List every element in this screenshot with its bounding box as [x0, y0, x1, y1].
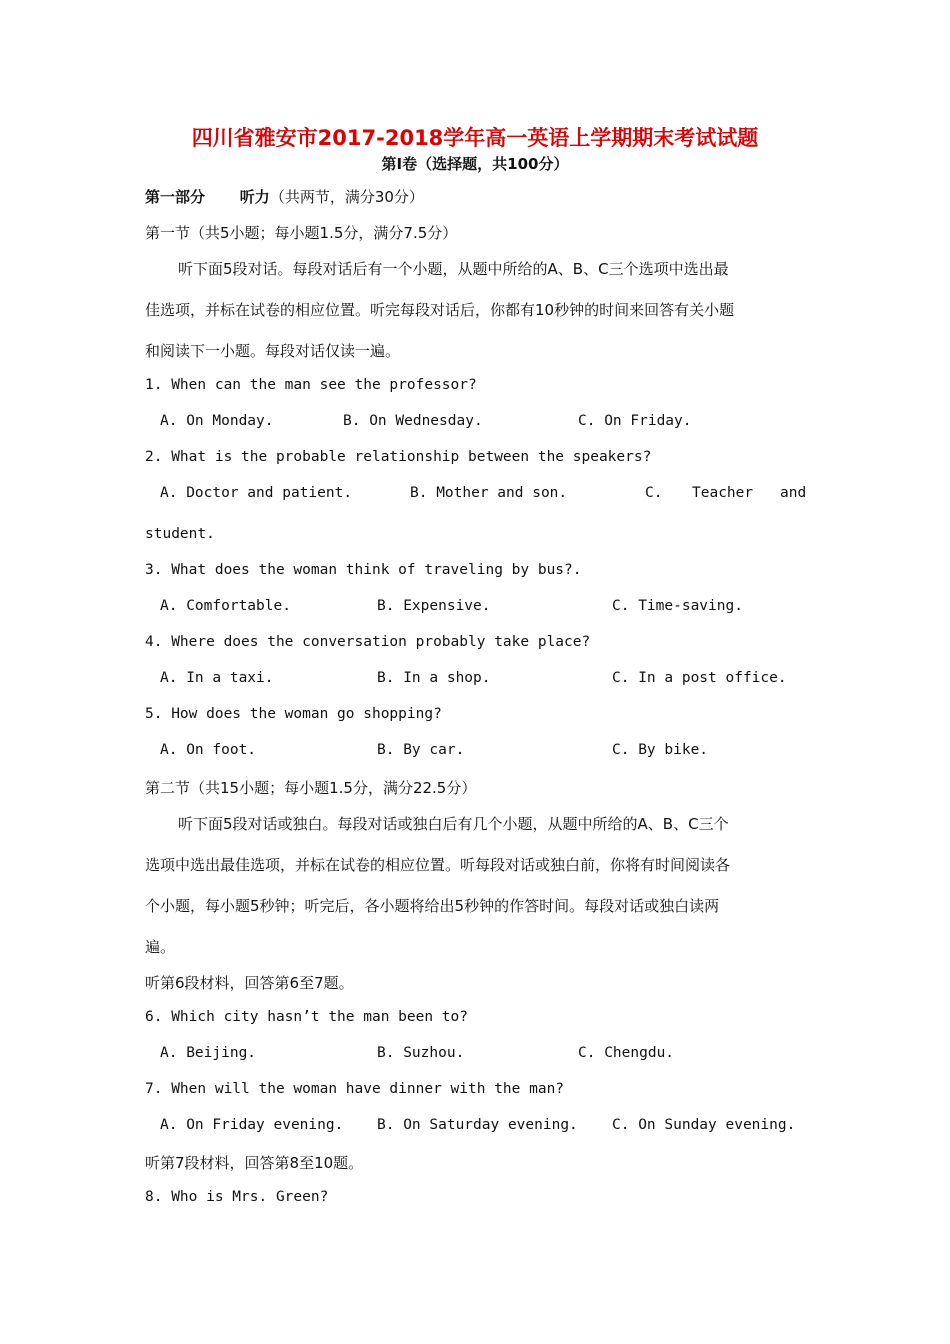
option-c-word: Teacher [692, 485, 754, 501]
option-a: A. In a taxi. [160, 670, 274, 686]
section1-instr-line: 和阅读下一小题。每段对话仅读一遍。 [145, 342, 401, 360]
option-c: C. In a post office. [612, 670, 787, 686]
question-stem: 8. Who is Mrs. Green? [145, 1189, 329, 1205]
option-a: A. On Friday evening. [160, 1117, 344, 1133]
option-c: C. By bike. [612, 742, 709, 758]
option-c: C. On Sunday evening. [612, 1117, 796, 1133]
option-c: C. Chengdu. [578, 1045, 675, 1061]
option-a: A. Beijing. [160, 1045, 257, 1061]
option-c-word: and [780, 485, 807, 501]
part1-note: （共两节，满分30分） [269, 188, 424, 206]
section1-heading: 第一节（共5小题；每小题1.5分，满分7.5分） [145, 224, 458, 242]
option-c: C. Time-saving. [612, 598, 743, 614]
option-c-label: C. [645, 485, 663, 501]
section2-instr-line: 个小题，每小题5秒钟；听完后，各小题将给出5秒钟的作答时间。每段对话或独白读两 [145, 897, 720, 915]
question-stem: 6. Which city hasn’t the man been to? [145, 1009, 469, 1025]
section1-instr-line: 听下面5段对话。每段对话后有一个小题，从题中所给的A、B、C三个选项中选出最 [178, 260, 729, 278]
option-a: A. Doctor and patient. [160, 485, 353, 501]
question-stem: 2. What is the probable relationship between the speakers? [145, 449, 652, 465]
option-b: B. Expensive. [377, 598, 491, 614]
material-heading: 听第7段材料，回答第8至10题。 [145, 1154, 364, 1172]
page-subtitle: 第I卷（选择题，共100分） [381, 155, 569, 173]
part1-heading-line [145, 186, 424, 207]
page-title: 四川省雅安市2017-2018学年高一英语上学期期末考试试题 [191, 126, 759, 150]
section2-instr-line: 遍。 [145, 938, 176, 956]
section1-instr-line: 佳选项，并标在试卷的相应位置。听完每段对话后，你都有10秒钟的时间来回答有关小题 [145, 301, 735, 319]
option-b: B. Mother and son. [410, 485, 568, 501]
section2-heading: 第二节（共15小题；每小题1.5分，满分22.5分） [145, 779, 477, 797]
question-stem: 7. When will the woman have dinner with the man? [145, 1081, 565, 1097]
option-a: A. On Monday. [160, 413, 274, 429]
question-stem: 3. What does the woman think of traveling by bus?. [145, 562, 582, 578]
question-stem: 4. Where does the conversation probably take place? [145, 634, 591, 650]
question-stem: 5. How does the woman go shopping? [145, 706, 442, 722]
option-b: B. Suzhou. [377, 1045, 465, 1061]
option-a: A. On foot. [160, 742, 257, 758]
section2-instr-line: 选项中选出最佳选项，并标在试卷的相应位置。听每段对话或独白前，你将有时间阅读各 [145, 856, 731, 874]
option-c: C. On Friday. [578, 413, 692, 429]
section2-instr-line: 听下面5段对话或独白。每段对话或独白后有几个小题，从题中所给的A、B、C三个 [178, 815, 729, 833]
material-heading: 听第6段材料，回答第6至7题。 [145, 974, 354, 992]
option-a: A. Comfortable. [160, 598, 291, 614]
option-c-word: student. [145, 526, 215, 542]
option-b: B. On Saturday evening. [377, 1117, 578, 1133]
option-b: B. In a shop. [377, 670, 491, 686]
part1-heading: 第一部分 [145, 188, 206, 206]
part1-heading2: 听力 [239, 188, 270, 206]
question-stem: 1. When can the man see the professor? [145, 377, 477, 393]
option-b: B. By car. [377, 742, 465, 758]
option-b: B. On Wednesday. [343, 413, 483, 429]
